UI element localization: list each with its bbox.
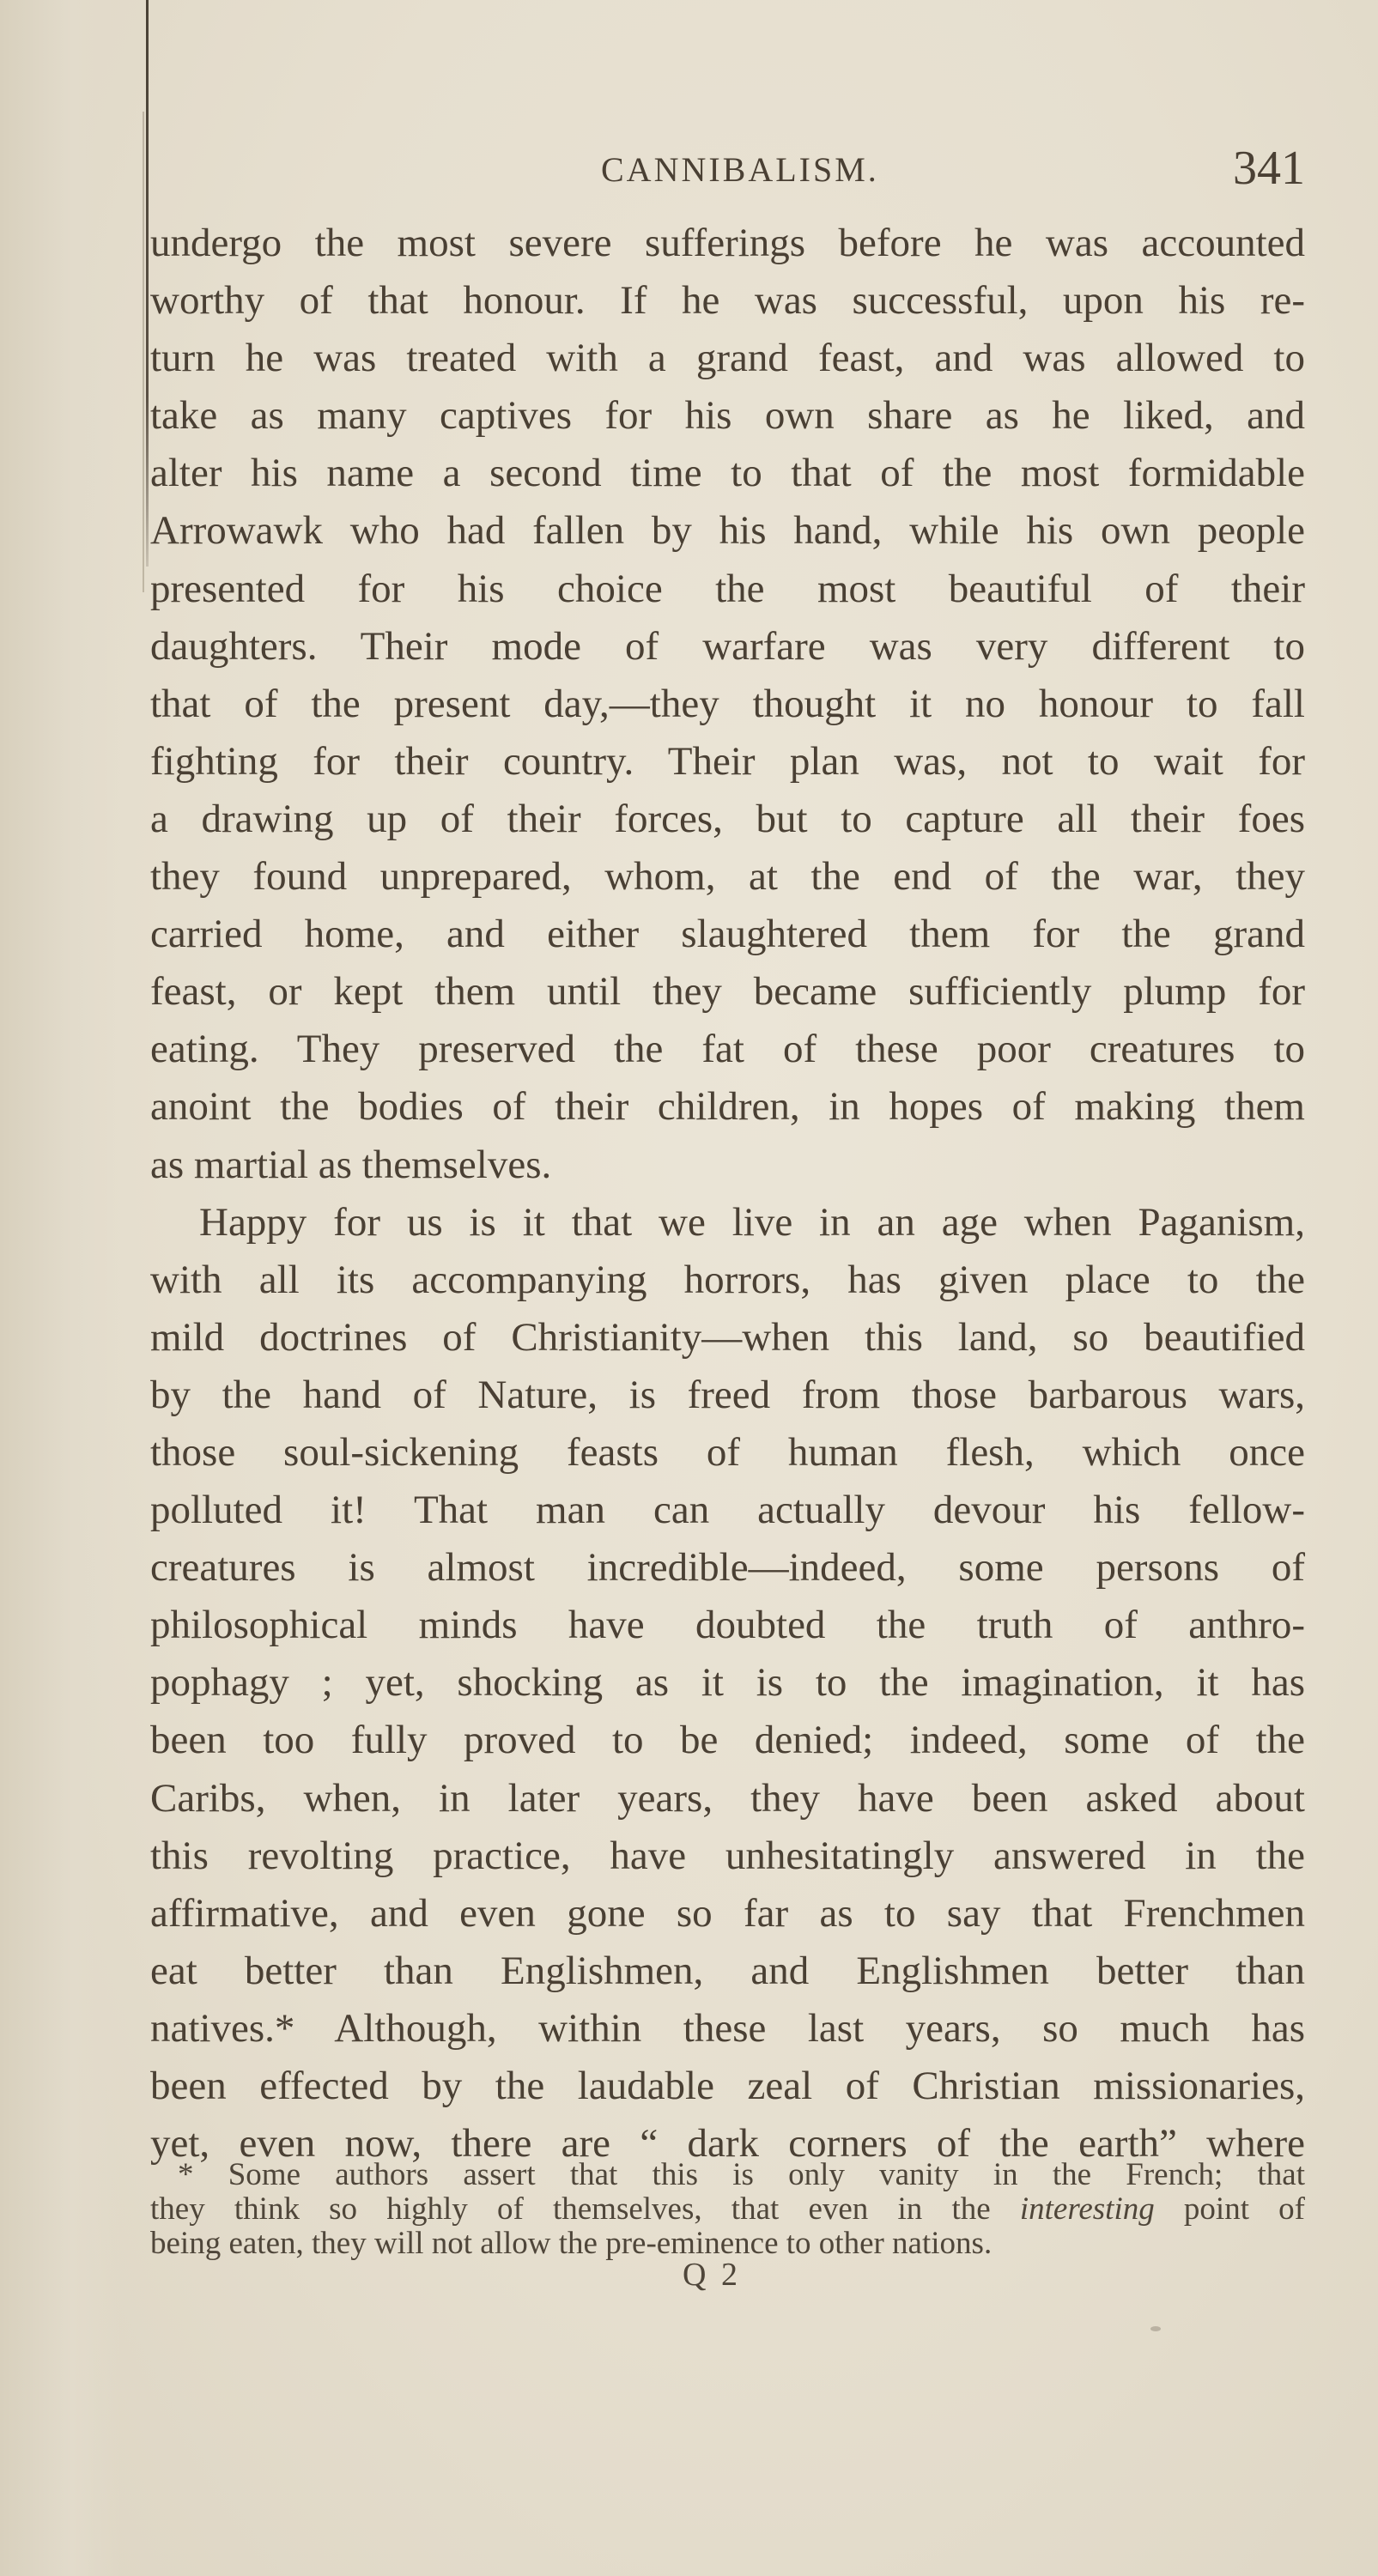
text-line: affirmative, and even gone so far as to say that Frenchmen xyxy=(150,1890,1305,1936)
text-line: undergo the most severe sufferings before he was accounted xyxy=(150,221,1305,265)
text-line: fighting for their country. Their plan was, not to wait for xyxy=(150,738,1305,784)
text-line: this revolting practice, have unhesitatingly answered in the xyxy=(150,1833,1305,1878)
footnote-line xyxy=(150,2192,1305,2227)
footnote xyxy=(150,2158,1305,2261)
text-line: alter his name a second time to that of the most formidable xyxy=(150,451,1305,496)
text-line: polluted it! That man can actually devour his fellow- xyxy=(150,1488,1305,1533)
text-line: natives.* Although, within these last years, so much has xyxy=(150,2005,1305,2051)
footnote-line: being eaten, they will not allow the pre-eminence to other nations. xyxy=(150,2226,993,2261)
text-line: turn he was treated with a grand feast, and was allowed to xyxy=(150,336,1305,381)
gutter-shadow xyxy=(0,0,120,2576)
paragraph-start-line: Happy for us is it that we live in an age when Paganism, xyxy=(199,1199,1305,1245)
text-line: philosophical minds have doubted the truth of anthro- xyxy=(150,1603,1305,1648)
binding-line-shadow xyxy=(143,112,144,592)
text-line: that of the present day,—they thought it no honour to fall xyxy=(150,681,1305,726)
text-line: pophagy ; yet, shocking as it is to the imagination, it has xyxy=(150,1660,1305,1706)
text-line: Arrowawk who had fallen by his hand, while his own people xyxy=(150,508,1305,554)
text-line: those soul-sickening feasts of human flesh, which once xyxy=(150,1429,1305,1475)
text-line: worthy of that honour. If he was successful, upon his re- xyxy=(150,278,1305,324)
text-line: by the hand of Nature, is freed from those barbarous wars, xyxy=(150,1372,1305,1417)
text-line: feast, or kept them until they became sufficiently plump for xyxy=(150,969,1305,1015)
footnote-text: they think so highly of themselves, that even in the xyxy=(150,2191,1020,2227)
signature-mark: Q 2 xyxy=(683,2257,741,2293)
text-line: presented for his choice the most beautiful of their xyxy=(150,566,1305,611)
text-line: eating. They preserved the fat of these poor creatures to xyxy=(150,1027,1305,1072)
page-header xyxy=(601,144,1305,204)
text-line: creatures is almost incredible—indeed, some persons of xyxy=(150,1545,1305,1591)
text-line: anoint the bodies of their children, in hopes of making them xyxy=(150,1084,1305,1130)
footnote-emphasis: interesting xyxy=(1019,2191,1155,2227)
text-line: they found unprepared, whom, at the end of the war, they xyxy=(150,854,1305,900)
text-line: eat better than Englishmen, and Englishmen better than xyxy=(150,1948,1305,1993)
paper-speck xyxy=(1150,2326,1161,2331)
paragraph-end-line: as martial as themselves. xyxy=(150,1142,552,1187)
text-line: mild doctrines of Christianity—when this land, so beautified xyxy=(150,1314,1305,1360)
text-line: carried home, and either slaughtered them for the grand xyxy=(150,912,1305,957)
footnote-text: point of xyxy=(1154,2191,1305,2227)
footnote-line: * Some authors assert that this is only vanity in the French; that xyxy=(178,2157,1305,2192)
page-number: 341 xyxy=(1233,142,1305,195)
text-line: a drawing up of their forces, but to capture all their foes xyxy=(150,796,1305,841)
text-line: Caribs, when, in later years, they have been asked about xyxy=(150,1775,1305,1821)
text-line: been too fully proved to be denied; indeed, some of the xyxy=(150,1718,1305,1763)
text-line: been effected by the laudable zeal of Christian missionaries, xyxy=(150,2064,1305,2108)
running-head: CANNIBALISM. xyxy=(601,150,879,189)
binding-line xyxy=(146,0,149,567)
text-line: take as many captives for his own share as he liked, and xyxy=(150,393,1305,439)
text-line: yet, even now, there are “ dark corners of the earth” where xyxy=(150,2121,1305,2167)
body-text xyxy=(150,215,1305,2173)
text-line: daughters. Their mode of warfare was very different to xyxy=(150,623,1305,669)
text-line: with all its accompanying horrors, has given place to the xyxy=(150,1257,1305,1302)
